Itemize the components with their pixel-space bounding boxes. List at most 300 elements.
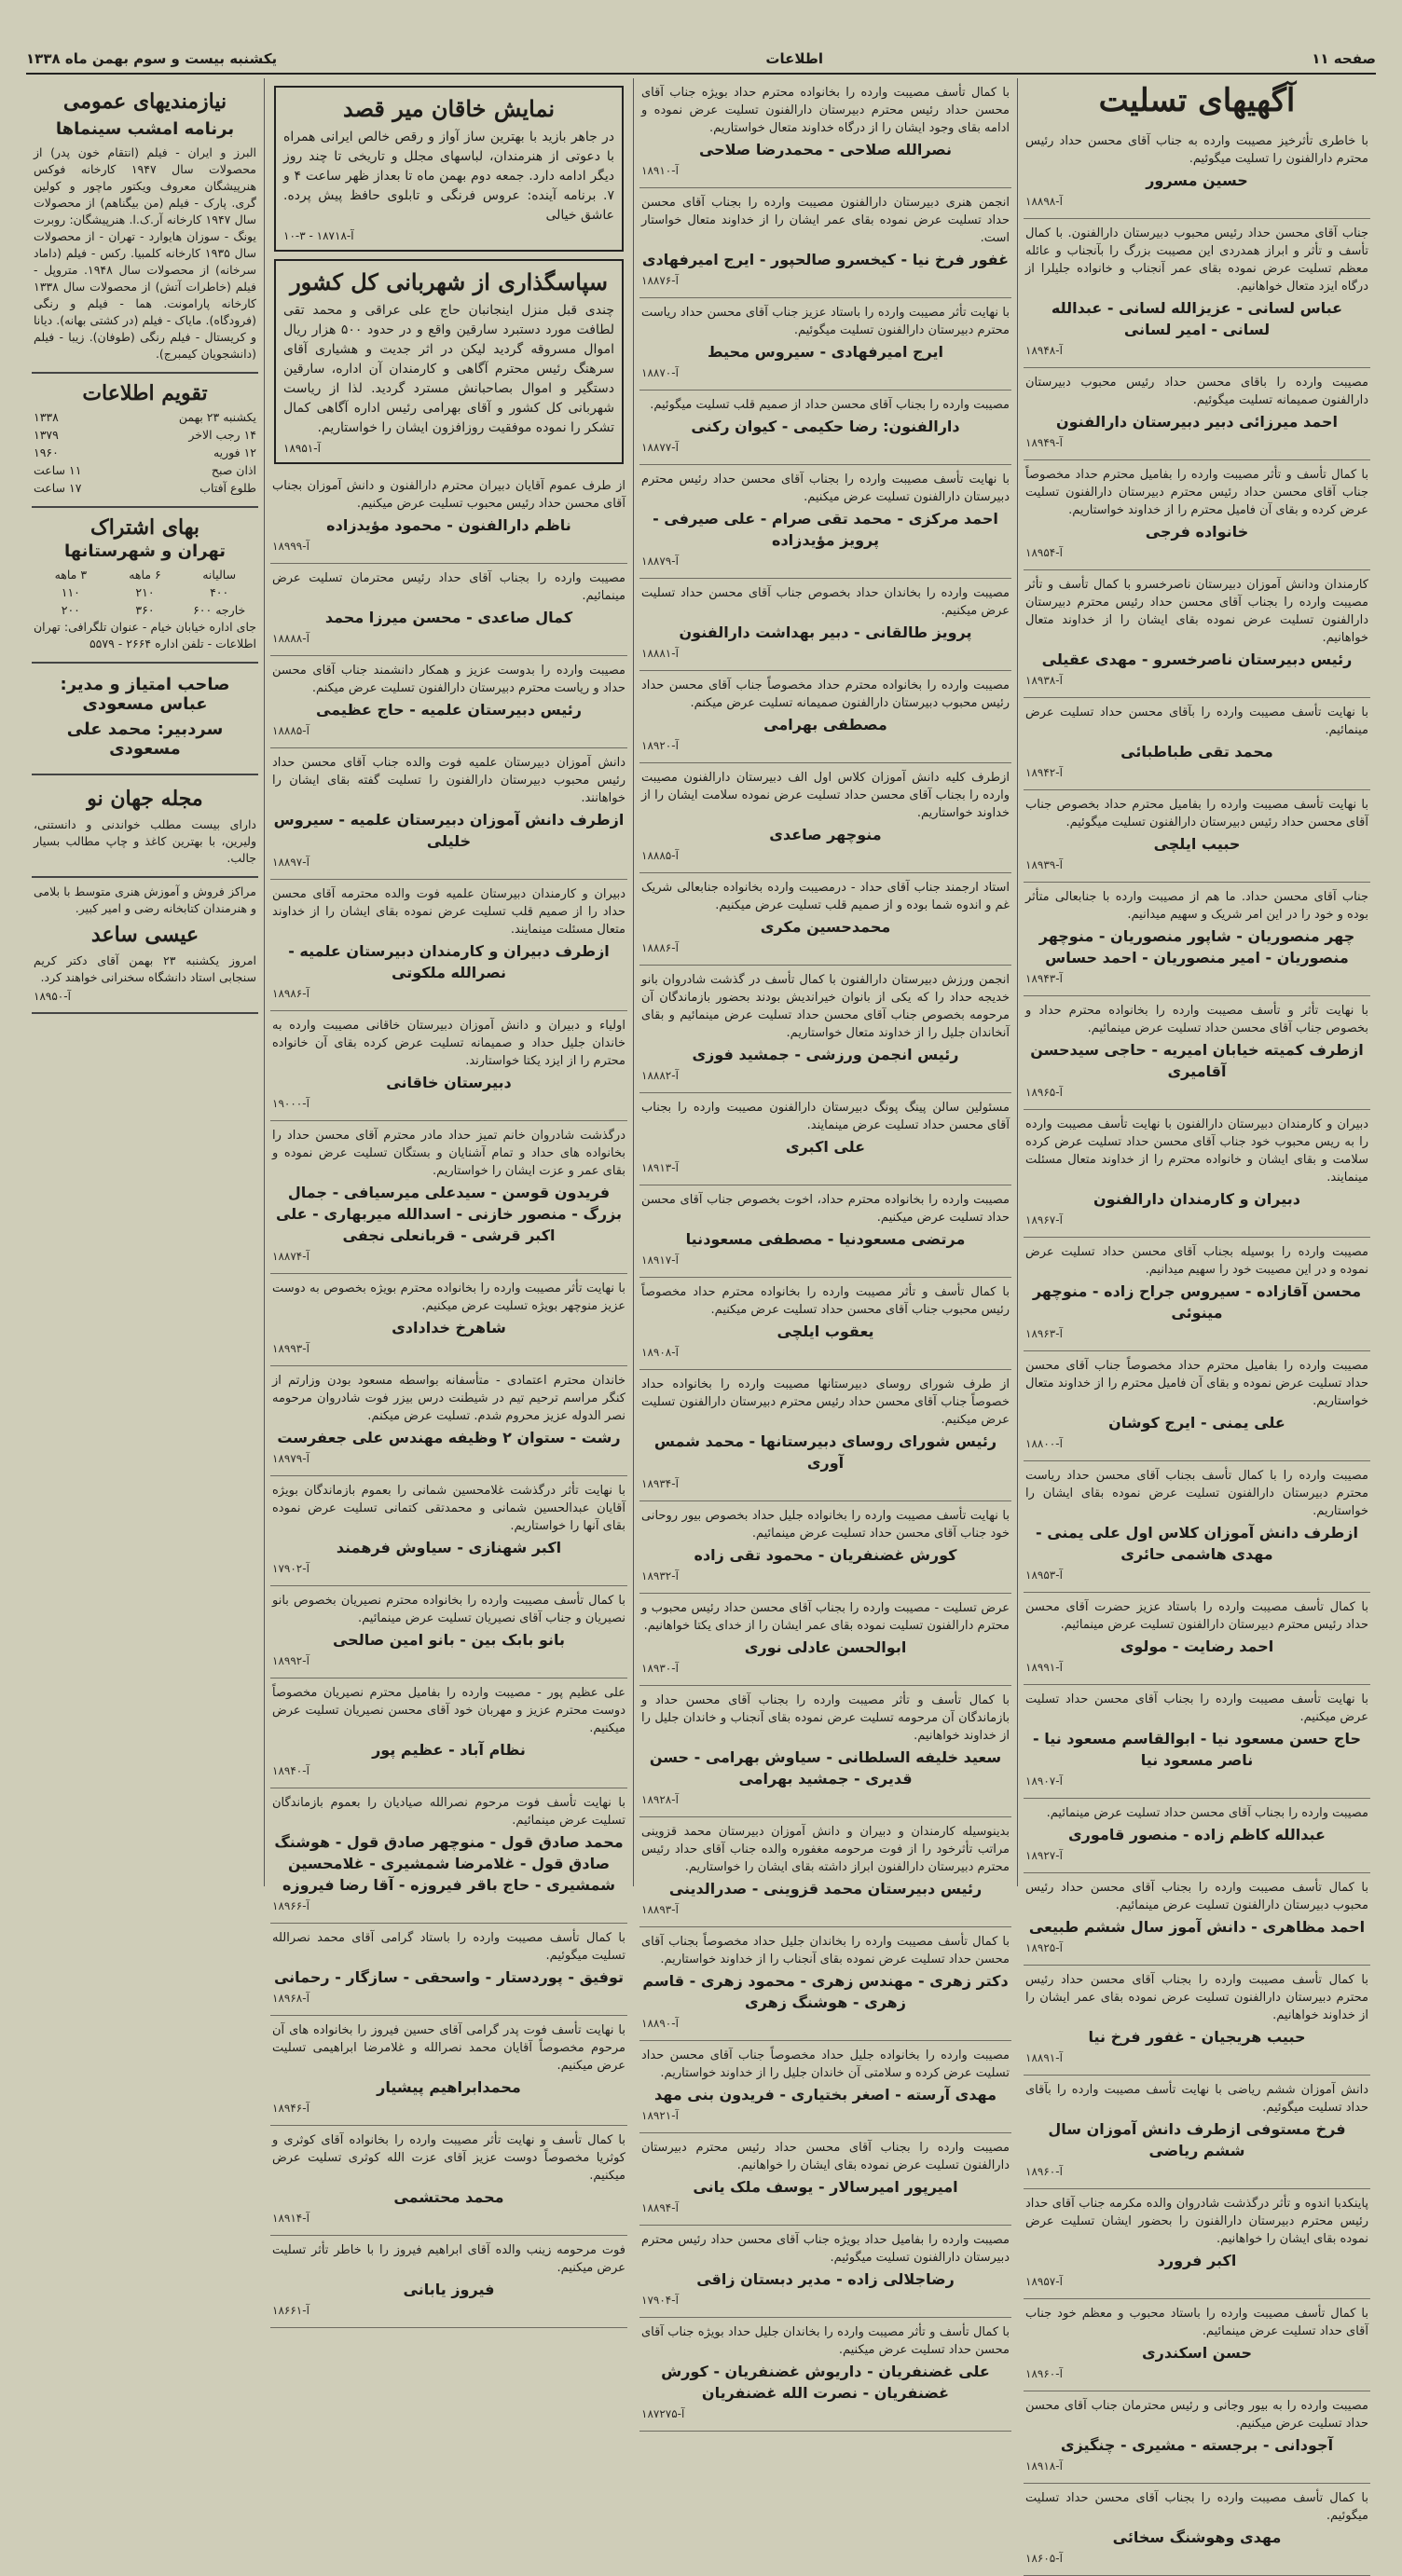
notice-signature: ازطرف کمیته خیابان امیریه - حاجی سیدحسن آقامیری — [1030, 1041, 1364, 1080]
notice-signature: دکتر زهری - مهندس زهری - محمود زهری - قاسم زهری - هوشنگ زهری — [642, 1972, 1009, 2011]
notice-text: مصیبت وارده را بفامیل حداد بویژه جناب آقای محسن حداد رئیس محترم دبیرستان دارالفنون تسلیت میگوئیم. — [641, 2233, 1010, 2265]
calendar-row — [34, 444, 256, 461]
condolence-notice — [639, 1594, 1011, 1686]
notice-text: با نهایت تأسف مصیبت وارده را بخانواده جلیل حداد بخصوص بیور روحانی خود جناب آقای محسن حداد تسلیت عرض مینمائیم. — [641, 1509, 1010, 1541]
condolence-notice — [639, 2318, 1011, 2432]
theatre-advert-box — [274, 86, 624, 252]
condolence-notice — [1024, 368, 1370, 460]
notice-signature: مهدی وهوشنگ سخائی — [1112, 2528, 1282, 2546]
notice-text: با نهایت تأثر مصیبت وارده را بخانواده محترم بویژه بخصوص به دوست عزیز منوچهر بویژه تسلیت عرض میکنیم. — [272, 1281, 625, 1313]
condolence-notice — [1024, 1873, 1370, 1966]
notice-code: آ-۱۸۸۸۱ — [641, 647, 679, 660]
condolence-notice — [639, 2226, 1011, 2318]
notice-signature: ازطرف دانش آموزان دبیرستان علمیه - سیروس خلیلی — [273, 811, 625, 850]
notice-text: علی عظیم پور - مصیبت وارده را بفامیل محترم نصیریان مخصوصاً دوست محترم عزیز و مهربان خود آقای محسن نصیریان تسلیت عرض میکنیم. — [272, 1686, 625, 1735]
office-address: جای اداره خیابان خیام - عنوان تلگرافی: تهران اطلاعات - تلفن اداره ۲۶۶۴ - ۵۵۷۹ — [34, 620, 256, 651]
notice-signature: توفیق - پوردستار - واسحقی - سازگار - رحمانی — [273, 1968, 625, 1986]
notice-signature: احمد مرکزی - محمد تقی صرام - علی صیرفی - پرویز مؤیدزاده — [653, 510, 998, 549]
notice-signature: پرویز طالقانی - دبیر بهداشت دارالفنون — [679, 623, 972, 641]
notice-text: استاد ارجمند جناب آقای حداد - درمصیبت وارده بخانواده جنابعالی شریک غم و اندوه شما بوده و از صمیم قلب تسلیت عرض میکنیم. — [641, 881, 1010, 912]
notice-code: آ-۱۸۸۹۸ — [1025, 195, 1063, 208]
notice-list — [639, 78, 1011, 2432]
notice-signature: کورش غضنفریان - محمود تقی زاده — [694, 1546, 957, 1564]
cinema-section — [32, 78, 258, 374]
notice-code: آ-۱۸۹۶۵ — [1025, 1086, 1063, 1099]
notice-text: با کمال تأسف مصیبت وارده را بجناب آقای محسن حداد رئیس محترم دبیرستان دارالفنون تسلیت عرض نموده بقای عمر ایشان را از خداوند خواهانیم. — [1025, 1973, 1368, 2022]
notice-text: با نهایت تأسف مصیبت وارده را بآقای محسن حداد تسلیت عرض مینمائیم. — [1025, 706, 1368, 737]
notice-code: آ-۱۸۷۲۷۵ — [641, 2407, 685, 2420]
notice-text: مصیبت وارده را بجناب آقای حداد رئیس محترمان تسلیت عرض مینمائیم. — [272, 571, 625, 603]
rate-rows — [34, 566, 256, 619]
notice-signature: منوچهر صاعدی — [769, 826, 882, 843]
notice-signature: ابوالحسن عادلی نوری — [744, 1638, 907, 1656]
condolence-notice — [1024, 1351, 1370, 1461]
page-number: صفحه ۱۱ — [1312, 50, 1376, 67]
notice-code: آ-۱۸۹۶۰ — [1025, 2367, 1063, 2380]
notice-text: دانش آموزان ششم ریاضی با نهایت تأسف مصیبت وارده را بآقای حداد تسلیت میگوئیم. — [1025, 2083, 1368, 2115]
calendar-cell: اذان صبح — [211, 463, 256, 477]
notice-text: با کمال تأسف مصیبت وارده را باستاد محبوب و معظم خود جناب آقای حداد تسلیت عرض مینمائیم. — [1025, 2307, 1368, 2338]
notice-code: آ-۱۸۹۳۹ — [1025, 858, 1063, 871]
notice-text: با نهایت تأثر درگذشت غلامحسین شمانی را بعموم بازماندگان بویژه آقایان عبدالحسین شمانی و محمدتقی کتمانی تسلیت عرض نموده بقای آنها را خواستاریم. — [272, 1484, 625, 1533]
public-needs-column — [26, 78, 265, 1886]
rate-cell: ۶ ماهه — [129, 568, 161, 582]
notice-code: آ-۱۸۹۰۷ — [1025, 1774, 1063, 1788]
condolence-notice — [270, 1788, 627, 1924]
notice-signature: حبیب هریجیان - غفور فرخ نیا — [1088, 2028, 1306, 2046]
notice-signature: یعقوب ایلچی — [777, 1322, 874, 1340]
notice-code: آ-۱۷۹۰۲ — [272, 1562, 309, 1575]
notice-signature: رئیس شورای روسای دبیرستانها - محمد شمس آوری — [653, 1432, 997, 1472]
condolence-notice — [270, 2236, 627, 2328]
notice-code: آ-۱۸۹۰۸ — [641, 1346, 679, 1359]
notice-signature: فریدون قوسن - سیدعلی میرسیافی - جمال بزرگ - منصور خازنی - اسدالله میربهاری - علی اکبر قرشی - قربانعلی نجفی — [275, 1184, 623, 1244]
condolence-notice — [270, 656, 627, 748]
notice-signature: محمدحسین مکری — [760, 918, 891, 936]
notice-signature: حبیب ایلچی — [1153, 835, 1241, 853]
notice-code: آ-۱۸۸۹۳ — [641, 1903, 679, 1916]
condolence-notice — [639, 1927, 1011, 2041]
notice-list — [1024, 127, 1370, 2576]
notice-text: مصیبت وارده را بخانواده محترم حداد مخصوصاً جناب آقای محسن حداد رئیس محبوب دبیرستان دارالفنون صمیمانه تسلیت عرض میکنم. — [641, 678, 1010, 710]
notice-signature: چهر منصوریان - شاپور منصوریان - منوچهر منصوریان - امیر منصوریان - احمد حساس — [1038, 927, 1355, 966]
notice-text: دانش آموزان دبیرستان علمیه فوت والده جناب آقای محسن حداد رئیس محبوب دبیرستان دارالفنون را تسلیت گفته بقای ایشان را خواهانند. — [272, 756, 625, 805]
notice-code: آ-۱۸۹۶۷ — [1025, 1213, 1063, 1226]
advert-text: مراکز فروش و آموزش هنری متوسط با بلامی و هنرمندان کتابخانه رضی و امیر کبیر. — [34, 884, 256, 915]
notice-code: آ-۱۸۹۸۶ — [272, 987, 309, 1000]
calendar-title: تقویم اطلاعات — [82, 381, 208, 405]
condolence-notice — [1024, 1966, 1370, 2076]
notice-code: آ-۱۸۹۱۷ — [641, 1254, 679, 1267]
condolence-notice — [639, 671, 1011, 763]
notice-signature: ازطرف دبیران و کارمندان دبیرستان علمیه - نصرالله ملکوتی — [288, 942, 610, 981]
condolence-notice — [270, 1366, 627, 1476]
notice-signature: ایرج امیرفهادی - سیروس محیط — [707, 343, 944, 361]
notice-code: آ-۱۸۹۶۰ — [1025, 2165, 1063, 2178]
condolence-notice — [1024, 2189, 1370, 2299]
condolence-notice — [270, 880, 627, 1011]
notice-signature: خانواده فرجی — [1145, 523, 1249, 541]
condolence-notice — [639, 873, 1011, 966]
condolence-notice — [270, 2016, 627, 2126]
notice-code: آ-۱۸۹۱۰ — [641, 164, 679, 177]
rate-row — [34, 601, 256, 619]
calendar-cell: ۱۲ فوریه — [213, 445, 256, 459]
notice-signature: رئیس دبیرستان محمد قزوینی - صدرالدینی — [668, 1880, 983, 1898]
notice-signature: ناظم دارالفنون - محمود مؤیدزاده — [326, 516, 571, 534]
thanks-text: چندی قبل منزل اینجانبان حاج علی عراقی و محمد تقی لطافت مورد دستبرد سارقین واقع و در حدود ۵۰۰ هزار ریال اموال مسروقه گردید لیکن در اثر جدیت و هشیاری آقای سرهنگ رئیس محترم آگاهی و کارمندان آن اداره، سارقین دستگیر و اموال بصاحبانش مسترد گردید. لذا از ریاست شهربانی کل کشور و آقای بهرامی رئیس اداره آگاهی کمال تشکر را نموده موفقیت روزافزون ایشان را خواستاریم. — [283, 303, 614, 435]
editor-line: سردبیر: محمد علی مسعودی — [66, 719, 224, 759]
notice-code: آ-۱۸۸۹۷ — [272, 856, 309, 869]
condolence-notice — [270, 1679, 627, 1788]
notice-text: انجمن هنری دبیرستان دارالفنون مصیبت وارده را بجناب آقای محسن حداد تسلیت عرض نموده بقای عمر ایشان را از خداوند متعال خواستار است. — [641, 196, 1010, 245]
notice-text: مصیبت وارده را بخانواده محترم حداد، اخوت بخصوص جناب آقای محسن حداد تسلیت عرض میکنیم. — [641, 1193, 1010, 1225]
condolence-notice — [639, 1093, 1011, 1185]
notice-signature: غفور فرخ نیا - کیخسرو صالحپور - ایرج امیرفهادی — [641, 251, 1010, 268]
rate-row — [34, 566, 256, 583]
notice-code: آ-۱۸۹۷۹ — [272, 1452, 309, 1465]
condolence-notice — [1024, 698, 1370, 790]
calendar-rows — [34, 408, 256, 497]
notice-text: کارمندان ودانش آموزان دبیرستان ناصرخسرو با کمال تأسف و تأثر مصیبت وارده را بجناب آقای محسن حداد رئیس محترم دبیرستان دارالفنون تسلیت عرض نموده بقای ایشان را از خداوند متعال خواهانیم. — [1025, 578, 1368, 645]
rate-cell: ۴۰۰ — [210, 585, 229, 599]
condolence-notice — [1024, 2299, 1370, 2391]
notice-code: آ-۱۸۶۶۱ — [272, 2304, 309, 2317]
notice-signature: فرخ مستوفی ازطرف دانش آموزان سال ششم ریاضی — [1048, 2120, 1346, 2159]
notice-signature: احمد مظاهری - دانش آموز سال ششم طبیعی — [1028, 1918, 1366, 1936]
condolence-notice — [1024, 219, 1370, 368]
condolence-notice — [639, 1501, 1011, 1594]
condolence-notice — [270, 1924, 627, 2016]
notice-text: با نهایت تأسف مصیبت وارده را بفامیل محترم حداد بخصوص جناب آقای محسن حداد رئیس دبیرستان دارالفنون تسلیت میگوئیم. — [1025, 798, 1368, 829]
notice-signature: حاج حسن مسعود نیا - ابوالقاسم مسعود نیا - ناصر مسعود نیا — [1033, 1730, 1361, 1769]
notice-text: از طرف شورای روسای دبیرستانها مصیبت وارده را بخانواده حداد خصوصاً جناب آقای محسن حداد رئیس محترم دبیرستان دارالفنون تسلیت عرض میکنیم. — [641, 1377, 1010, 1427]
notice-signature: احمد میرزائی دبیر دبیرستان دارالفنون — [1055, 413, 1338, 431]
notice-code: آ-۱۸۸۸۸ — [272, 632, 309, 645]
condolence-notice — [1024, 883, 1370, 996]
notice-signature: علی اکبری — [785, 1138, 866, 1156]
notice-code: آ-۱۸۸۰۰ — [1025, 1437, 1063, 1450]
notice-code: آ-۱۸۹۵۳ — [1025, 1569, 1063, 1582]
calendar-cell: ۱۱ ساعت — [34, 463, 82, 477]
thanks-box — [274, 259, 624, 464]
notice-signature: سعید خلیفه السلطانی - سیاوش بهرامی - حسن قدیری - جمشید بهرامی — [649, 1748, 1002, 1788]
condolence-notice — [1024, 1685, 1370, 1799]
theatre-title: نمایش خاقان میر قصد — [343, 95, 555, 122]
rate-cell: ۱۱۰ — [61, 585, 80, 599]
condolence-notice — [1024, 2484, 1370, 2576]
notice-signature: بانو بابک بین - بانو امین صالحی — [332, 1631, 566, 1649]
condolence-notice — [1024, 1799, 1370, 1873]
notice-signature: محسن آقازاده - سیروس جراح زاده - منوچهر مینوئی — [1032, 1282, 1362, 1322]
notice-signature: محمد محتشمی — [393, 2188, 504, 2206]
notice-code: آ-۱۸۸۹۰ — [641, 2017, 679, 2030]
condolence-notice — [639, 579, 1011, 671]
public-needs-title: نیازمندیهای عمومی — [62, 89, 227, 114]
notice-text: ازطرف کلیه دانش آموزان کلاس اول الف دبیرستان دارالفنون مصیبت وارده را بجناب آقای محسن حداد تسلیت عرض نموده سلامت ایشان را از خداوند خواستاریم. — [641, 771, 1010, 820]
condolence-notice — [1024, 996, 1370, 1110]
condolence-notice — [639, 391, 1011, 465]
notice-text: درگذشت شادروان خانم تمیز حداد مادر محترم آقای محسن حداد را بخانواده های حداد و تمام آشنایان و بستگان تسلیت عرض نموده و بقای عمر و عزت ایشان را خواستاریم. — [272, 1129, 625, 1178]
theatre-text: در جاهر بازید با بهترین ساز آواز و رقص خالص ایرانی همراه با دعوتی از هنرمندان، لباسهای مجلل و تاریخی تا چند روز دیگر ادامه دارد. جمعه دوم بهمن ماه تا بعداز ظهر ساعت ۴ و ۷. برنامه آینده: عروس فرنگی و تابلوی حافظ پیش پرده. عاشق خیالی — [283, 130, 614, 223]
notice-signature: فیروز یابانی — [403, 2281, 495, 2298]
theatre-code: آ-۱۸۷۱۸ - ۳-۱۰ — [283, 229, 354, 242]
notice-code: آ-۱۸۸۸۶ — [641, 941, 679, 954]
notice-signature: احمد رضایت - مولوی — [1120, 1637, 1274, 1655]
notice-signature: ازطرف دانش آموزان کلاس اول علی یمنی - مهدی هاشمی حائری — [1036, 1524, 1358, 1563]
rate-cell: سالیانه — [202, 568, 237, 582]
notice-signature: محمدابراهیم پیشیار — [377, 2078, 521, 2096]
notice-code: آ-۱۸۸۸۵ — [641, 849, 679, 862]
condolence-notice — [270, 2126, 627, 2236]
notice-text: پاینکدبا اندوه و تأثر درگذشت شادروان والده مکرمه جناب آقای حداد رئیس محترم دبیرستان دارالفنون را بحضور ایشان تسلیت عرض نموده بقای ایشان را خواهانیم. — [1025, 2197, 1368, 2246]
notice-code: آ-۱۸۹۴۶ — [272, 2102, 309, 2115]
notice-text: با کمال تأسف و تأثر مصیبت وارده را بفامیل محترم حداد مخصوصاً جناب آقای محسن حداد رئیس محترم دبیرستان دارالفنون تسلیت عرض کرده و بقای آن فامیل محترم را از خداوند خواستاریم. — [1025, 468, 1368, 517]
notice-text: با کمال تأسف مصیبت وارده را بجناب آقای محسن حداد تسلیت میگوئیم. — [1025, 2491, 1368, 2523]
calendar-section — [32, 374, 258, 508]
notice-signature: رئیس دبیرستان علمیه - حاج عظیمی — [316, 701, 582, 719]
notice-code: آ-۱۸۹۵۷ — [1025, 2275, 1063, 2288]
calendar-cell: ۱۴ رجب الاخر — [188, 428, 256, 442]
notice-code: آ-۱۸۹۹۲ — [272, 1654, 309, 1667]
notice-signature: نظام آباد - عظیم پور — [372, 1741, 526, 1759]
notice-code: آ-۱۸۹۲۵ — [1025, 1941, 1063, 1954]
notice-code: آ-۱۸۹۴۳ — [1025, 972, 1063, 985]
notice-code: آ-۱۸۶۰۵ — [1025, 2552, 1063, 2565]
thanks-title: سپاسگذاری از شهربانی کل کشور — [290, 268, 608, 295]
condolence-notice — [270, 1121, 627, 1274]
notice-text: با کمال تأسف مصیبت وارده را بخانواده محترم نصیریان بخصوص بانو نصیریان و جناب آقای نصیریان تسلیت عرض مینمائیم. — [272, 1594, 625, 1625]
notice-text: مصیبت وارده را به بیور وجانی و رئیس محترمان جناب آقای محسن حداد تسلیت عرض میکنیم. — [1025, 2399, 1368, 2431]
notice-code: آ-۱۸۹۱۳ — [641, 1161, 679, 1174]
notice-code: آ-۱۸۹۵۴ — [1025, 546, 1063, 559]
condolence-notice — [639, 763, 1011, 873]
notice-text: از طرف عموم آقایان دبیران محترم دارالفنون و دانش آموزان بجناب آقای محسن حداد رئیس محبوب تسلیت عرض میکنیم. — [272, 479, 625, 511]
notice-text: عرض تسلیت - مصیبت وارده را بجناب آقای محسن حداد رئیس محبوب و محترم دارالفنون تسلیت نموده بقای عمر ایشان را از خدای یکتا خواهانیم. — [641, 1601, 1010, 1633]
condolence-notice — [270, 1476, 627, 1586]
notice-text: با کمال تأسف و تأثر مصیبت وارده را بخاندان جلیل حداد بویژه جناب آقای محسن حداد تسلیت عرض میکنیم. — [641, 2325, 1010, 2357]
notice-signature: دبیران و کارمندان دارالفنون — [1093, 1190, 1300, 1208]
notice-code: آ-۱۸۹۳۸ — [1025, 674, 1063, 687]
notice-text: با کمال تأسف و تأثر مصیبت وارده را بخانواده محترم حداد مخصوصاً رئیس محبوب جناب آقای محسن حداد تسلیت عرض میکنیم. — [641, 1285, 1010, 1317]
calendar-row — [34, 479, 256, 497]
rate-row — [34, 583, 256, 601]
notice-text: جناب آقای محسن حداد رئیس محبوب دبیرستان دارالفنون. با کمال تأسف و تأثر و ابراز همدردی این مصیبت بزرگ را بآنجناب و عائله معظم تسلیت عرض نموده بقای عمر آنجناب و خانواده جلیلرا از درگاه ایزد متعال خواهانیم. — [1025, 226, 1368, 294]
notice-signature: دبیرستان خاقانی — [386, 1074, 512, 1091]
notice-code: آ-۱۸۹۹۹ — [272, 540, 309, 553]
notice-signature: محمد صادق قول - منوچهر صادق قول - هوشنگ صادق قول - غلامرضا شمشیری - غلامحسین شمشیری - حاج باقر فیروزه - آقا رضا فیروزه — [274, 1833, 624, 1894]
notice-text: مصیبت وارده را با کمال تأسف بجناب آقای محسن حداد ریاست محترم دبیرستان دارالفنون تسلیت عرض نموده بقای ایشان را خواستاریم. — [1025, 1469, 1368, 1518]
notice-text: با خاطری تأثرخیز مصیبت وارده به جناب آقای محسن حداد رئیس محترم دارالفنون را تسلیت میگوئیم. — [1025, 134, 1368, 166]
notice-text: با نهایت تأثر و تأسف مصیبت وارده را بخانواده محترم حداد و بخصوص جناب آقای محسن حداد تسلیت عرض مینمائیم. — [1025, 1004, 1368, 1035]
calendar-cell: یکشنبه ۲۳ بهمن — [178, 410, 256, 424]
subscription-title: بهای اشتراک — [90, 515, 199, 540]
condolence-notice — [639, 2041, 1011, 2133]
notice-text: با کمال تأسف مصیبت وارده را باستاد گرامی آقای محمد نصرالله تسلیت میگوئیم. — [272, 1931, 625, 1963]
rate-cell: ۳ ماهه — [54, 568, 88, 582]
condolence-notice — [639, 1278, 1011, 1370]
notice-code: آ-۱۸۹۶۶ — [272, 1899, 309, 1912]
notice-signature: علی یمنی - ایرج کوشان — [1108, 1414, 1285, 1432]
magazine-section — [32, 775, 258, 878]
notice-code: آ-۱۸۸۷۹ — [641, 555, 679, 568]
notice-text: مصیبت وارده را بدوست عزیز و همکار دانشمند جناب آقای محسن حداد و ریاست محترم دبیرستان دارالفنون تسلیت عرض میکنم. — [272, 664, 625, 695]
cinema-heading: برنامه امشب سینماها — [55, 119, 235, 139]
notice-text: فوت مرحومه زینب والده آقای ابراهیم فیروز را با خاطر تأثر تسلیت عرض میکنیم. — [272, 2243, 625, 2275]
condolence-notice — [1024, 570, 1370, 698]
notice-text: با کمال تأسف و نهایت تأثر مصیبت وارده را بخانواده آقای کوثری و کوثریا مخصوصاً دوست عزیز آقای عزت الله کوثری تسلیت عرض میکنیم. — [272, 2133, 625, 2183]
magazine-title: مجله جهان نو — [87, 787, 203, 811]
notice-text: با نهایت تأسف مصیبت وارده را بجناب آقای محسن حداد تسلیت عرض میکنیم. — [1025, 1692, 1368, 1724]
notice-signature: رشت - ستوان ۲ وظیفه مهندس علی جعفرست — [277, 1429, 621, 1446]
notice-signature: اکبر فرورد — [1157, 2252, 1237, 2269]
notice-code: آ-۱۷۹۰۴ — [641, 2294, 679, 2307]
advert-section — [32, 878, 258, 1014]
thanks-code: آ-۱۸۹۵۱ — [283, 442, 321, 455]
notice-text: مصیبت وارده را بخانواده جلیل حداد مخصوصاً جناب آقای محسن حداد تسلیت عرض کرده و سلامتی آن خاندان جلیل را از خداوند خواستاریم. — [641, 2048, 1010, 2080]
columns — [26, 78, 1376, 2565]
notice-code: آ-۱۸۹۱۴ — [272, 2212, 309, 2225]
condolence-notice — [1024, 460, 1370, 570]
notice-code: آ-۱۸۸۷۴ — [272, 1250, 309, 1263]
notice-text: با کمال تأسف مصیبت وارده را بجناب آقای محسن حداد رئیس محبوب دبیرستان دارالفنون تسلیت عرض مینمائیم. — [1025, 1881, 1368, 1912]
notice-code: آ-۱۸۹۱۸ — [1025, 2460, 1063, 2473]
notice-code: آ-۱۸۸۷۰ — [641, 366, 679, 379]
condolence-notice — [270, 1011, 627, 1121]
notice-text: اولیاء و دبیران و دانش آموزان دبیرستان خاقانی مصیبت وارده به خاندان جلیل حداد و صمیمانه تسلیت عرض کرده بقای آن خانواده محترم را از ایزد یکتا خواستارند. — [272, 1019, 625, 1068]
notice-code: آ-۱۸۹۳۰ — [641, 1662, 679, 1675]
notice-text: با کمال تأسف و تأثر مصیبت وارده را بجناب آقای محسن حداد و بازماندگان آن مرحومه تسلیت عرض نموده بقای آنجناب و خاندان جلیل را از خداوند خواهانیم. — [641, 1693, 1010, 1743]
condolence-notice — [1024, 1238, 1370, 1351]
notice-signature: رضاجلالی زاده - مدیر دبستان زاقی — [696, 2270, 955, 2288]
paper-name: اطلاعات — [765, 50, 824, 67]
condolence-column — [1018, 78, 1376, 2565]
condolence-notice — [639, 1370, 1011, 1501]
condolence-notice — [1024, 2076, 1370, 2189]
magazine-text: دارای بیست مطلب خواندنی و دانستنی، ولیرین، با بهترین کاغذ و چاپ مطالب بسیار جالب. — [34, 817, 256, 865]
condolence-notice — [639, 1686, 1011, 1817]
notice-code: آ-۱۸۹۹۱ — [1025, 1661, 1063, 1674]
condolence-notice — [1024, 790, 1370, 883]
condolence-notice — [639, 1817, 1011, 1927]
notice-text: مسئولین سالن پینگ پونگ دبیرستان دارالفنون مصیبت وارده را بجناب آقای محسن حداد تسلیت عرض مینمایند. — [641, 1101, 1010, 1132]
notice-signature: حسن اسکندری — [1142, 2344, 1252, 2362]
notice-signature: حسین مسرور — [1146, 171, 1248, 189]
notice-text: مصیبت وارده را بجناب آقای محسن حداد از صمیم قلب تسلیت میگوئیم. — [650, 398, 1010, 412]
notice-code: آ-۱۸۹۶۸ — [272, 1992, 309, 2005]
notice-text: دبیران و کارمندان دبیرستان علمیه فوت والده محترمه آقای محسن حداد را از صمیم قلب تسلیت عرض نموده بقای ایشان را از خداوند متعال مسئلت مینمایند. — [272, 887, 625, 937]
notice-signature: دارالفنون: رضا حکیمی - کیوان رکنی — [691, 418, 960, 435]
condolence-notice — [639, 1185, 1011, 1278]
notice-signature: رئیس انجمن ورزشی - جمشید فوزی — [692, 1046, 959, 1063]
calendar-cell: ۱۳۷۹ — [34, 428, 59, 442]
notice-code: آ-۱۸۸۷۷ — [641, 441, 679, 454]
notice-text: خاندان محترم اعتمادی - متأسفانه بواسطه مسعود بودن وزارتم از کنگر مراسم ترحیم تیم در شیطنت درس بیزر فوت شادروان مرحومه نصر الدوله عزیز محروم شدم. تسلیت عرض میکنم. — [272, 1374, 625, 1423]
owner-line: صاحب امتیاز و مدیر: عباس مسعودی — [60, 675, 230, 714]
notices-column-2 — [634, 78, 1018, 2420]
notice-signature: رئیس دبیرستان ناصرخسرو - مهدی عقیلی — [1041, 651, 1353, 668]
condolence-notice — [1024, 1461, 1370, 1593]
notice-text: جناب آقای محسن حداد. ما هم از مصیبت وارده با جنابعالی متأثر بوده و خود را در این امر شریک و سهیم میدانیم. — [1025, 890, 1368, 922]
notice-text: با کمال تأسف مصیبت وارده را بخانواده محترم حداد بویژه جناب آقای محسن حداد رئیس محترم دبیرستان دارالفنون تسلیت عرض نموده و ادامه بقای وجود ایشان را از درگاه خداوند متعال خواستاریم. — [641, 86, 1010, 135]
condolence-notice — [1024, 1593, 1370, 1685]
notice-text: انجمن ورزش دبیرستان دارالفنون با کمال تأسف در گذشت شادروان بانو خدیجه حداد را که یکی از بانوان خیراندیش بودند بحضور بازماندگان آن مرحومه بخصوص جناب آقای محسن حداد تسلیت عرض مینمائیم و بقای آنخاندان جلیل را از خداوند متعال خواستاریم. — [641, 973, 1010, 1040]
condolence-notice — [270, 564, 627, 656]
notice-code: آ-۱۸۸۸۵ — [272, 724, 309, 737]
notice-signature: اکبر شهنازی - سیاوش فرهمند — [336, 1539, 562, 1556]
notice-code: آ-۱۸۹۳۴ — [641, 1477, 679, 1490]
notice-text: مصیبت وارده را بخاندان حداد بخصوص جناب آقای محسن حداد تسلیت عرض میکنیم. — [641, 586, 1010, 618]
condolence-notice — [639, 966, 1011, 1093]
lecture-text: امروز یکشنبه ۲۳ بهمن آقای دکتر کریم سنجابی استاد دانشگاه سخنرانی خواهند کرد. — [34, 953, 256, 984]
column-title: آگهیهای تسلیت — [1098, 82, 1296, 119]
condolence-notice — [270, 1274, 627, 1366]
notice-text: با نهایت تأسف فوت مرحوم نصرالله صیادیان را بعموم بازماندگان تسلیت عرض مینمائیم. — [272, 1796, 625, 1828]
notice-text: با کمال تأسف مصیبت وارده را باستاد عزیز حضرت آقای محسن حداد رئیس محترم دبیرستان دارالفنون تسلیت عرض مینمائیم. — [1025, 1600, 1368, 1632]
notice-text: با نهایت تأسف فوت پدر گرامی آقای حسین فیروز را بخانواده های آن مرحوم مخصوصاً آقایان محمد نصرالله و غلامرضا ابراهیمی تسلیت عرض میکنیم. — [272, 2023, 625, 2073]
condolence-notice — [639, 465, 1011, 579]
notice-code: آ-۱۹۰۰۰ — [272, 1097, 309, 1110]
page-header — [26, 45, 1376, 75]
notice-text: مصیبت وارده را بفامیل محترم حداد مخصوصاً جناب آقای محسن حداد تسلیت عرض نموده و بقای آن فامیل محترم را از خداوند متعال خواستاریم. — [1025, 1359, 1368, 1408]
notice-code: آ-۱۸۸۹۱ — [1025, 2051, 1063, 2064]
notice-text: دبیران و کارمندان دبیرستان دارالفنون با نهایت تأسف مصیبت وارده را به ریس محبوب خود جناب آقای محسن حداد تسلیت عرض کرده سلامت و بقای ایشان و خانواده محترم را از خداوند متعال مسئلت مینمایند. — [1025, 1117, 1368, 1185]
advert-name: عیسی ساعد — [90, 923, 199, 947]
condolence-notice — [270, 748, 627, 880]
calendar-row — [34, 408, 256, 426]
rate-cell: ۲۰۰ — [61, 603, 80, 617]
notice-signature: امیرپور امیرسالار - یوسف ملک یانی — [693, 2178, 958, 2196]
rate-cell: خارجه ۶۰۰ — [193, 603, 246, 617]
notice-code: آ-۱۸۹۲۰ — [641, 739, 679, 752]
issue-date: یکشنبه بیست و سوم بهمن ماه ۱۳۳۸ — [26, 50, 278, 67]
notice-code: آ-۱۸۹۴۰ — [272, 1764, 309, 1777]
calendar-row — [34, 461, 256, 479]
cinema-listings: البرز و ایران - فیلم (انتقام خون پدر) از محصولات سال ۱۹۴۷ کارخانه فوکس هنرپیشگان معروف ویکتور ماچور و کولین گری. پارک - فیلم (من بیگناهم) از محصولات سال ۱۹۴۷ کارخانه آر.ک.ا. هنرپیشگان: روبرت یونگ - سوزان هایوارد - تهران - از محصولات سال ۱۹۳۵ کارخانه کلمبیا. رکس - فیلم (داماد سرخانه) از محصولات سال ۱۹۴۸. متروپل - فیلم (خاطرات آتش) از محصولات سال ۱۳۳۸ کارخانه پارامونت. هما - فیلم و رنگی (فرودگاه). مایاک - فیلم (در کشتی بهانه). دیانا و کریستال - فیلم رنگی (طوفان). زیبا - فیلم (دانشجویان کیمبرج). — [34, 145, 257, 361]
calendar-row — [34, 426, 256, 444]
notice-signature: نصرالله صلاحی - محمدرضا صلاحی — [698, 141, 953, 158]
condolence-notice — [639, 2133, 1011, 2226]
notice-text: با کمال تأسف مصیبت وارده را بخاندان جلیل حداد مخصوصاً بجناب آقای محسن حداد تسلیت عرض نموده بقای آنجناب را از خداوند خواستاریم. — [641, 1935, 1010, 1966]
notice-signature: مهدی آرسته - اصغر بختیاری - فریدون بنی مهد — [653, 2086, 997, 2103]
condolence-notice — [1024, 2391, 1370, 2484]
notice-code: آ-۱۸۹۹۳ — [272, 1342, 309, 1355]
notice-text: بدینوسیله کارمندان و دبیران و دانش آموزان دبیرستان محمد قزوینی مراتب تأثرخود را از فوت مرحومه مغفوره والده جناب آقای حداد رئیس محترم دبیرستان دارالفنون ابراز داشته بقای ایشان را خواستاریم. — [641, 1825, 1010, 1874]
condolence-notice — [639, 298, 1011, 391]
notice-signature: کمال صاعدی - محسن میرزا محمد — [324, 609, 573, 626]
notice-code: آ-۱۸۸۷۶ — [641, 274, 679, 287]
notice-code: آ-۱۸۸۸۲ — [641, 1069, 679, 1082]
notice-signature: مصطفی بهرامی — [763, 716, 887, 733]
condolence-notice — [270, 1586, 627, 1679]
notice-code: آ-۱۸۹۶۳ — [1025, 1327, 1063, 1340]
notice-code: آ-۱۸۹۳۲ — [641, 1569, 679, 1583]
condolence-notice — [1024, 1110, 1370, 1238]
notices-column-3 — [265, 78, 634, 2317]
calendar-cell: ۱۹۶۰ — [34, 445, 59, 459]
notice-code: آ-۱۸۹۴۹ — [1025, 436, 1063, 449]
condolence-notice — [639, 78, 1011, 188]
masthead-section — [32, 664, 258, 775]
notice-code: آ-۱۸۹۲۱ — [641, 2109, 679, 2122]
condolence-notice — [270, 472, 627, 564]
notice-signature: آجودانی - برجسته - مشیری - چنگیزی — [1060, 2436, 1334, 2454]
notice-text: مصیبت وارده را بوسیله بجناب آقای محسن حداد تسلیت عرض نموده و در این مصیبت خود را سهیم میدانیم. — [1025, 1245, 1368, 1277]
notice-signature: عبدالله کاظم زاده - منصور قاموری — [1068, 1826, 1326, 1843]
calendar-cell: طلوع آفتاب — [199, 481, 256, 495]
subscription-subtitle: تهران و شهرستانها — [63, 541, 227, 561]
notice-text: مصیبت وارده را بجناب آقای محسن حداد تسلیت عرض مینمائیم. — [1046, 1806, 1368, 1820]
